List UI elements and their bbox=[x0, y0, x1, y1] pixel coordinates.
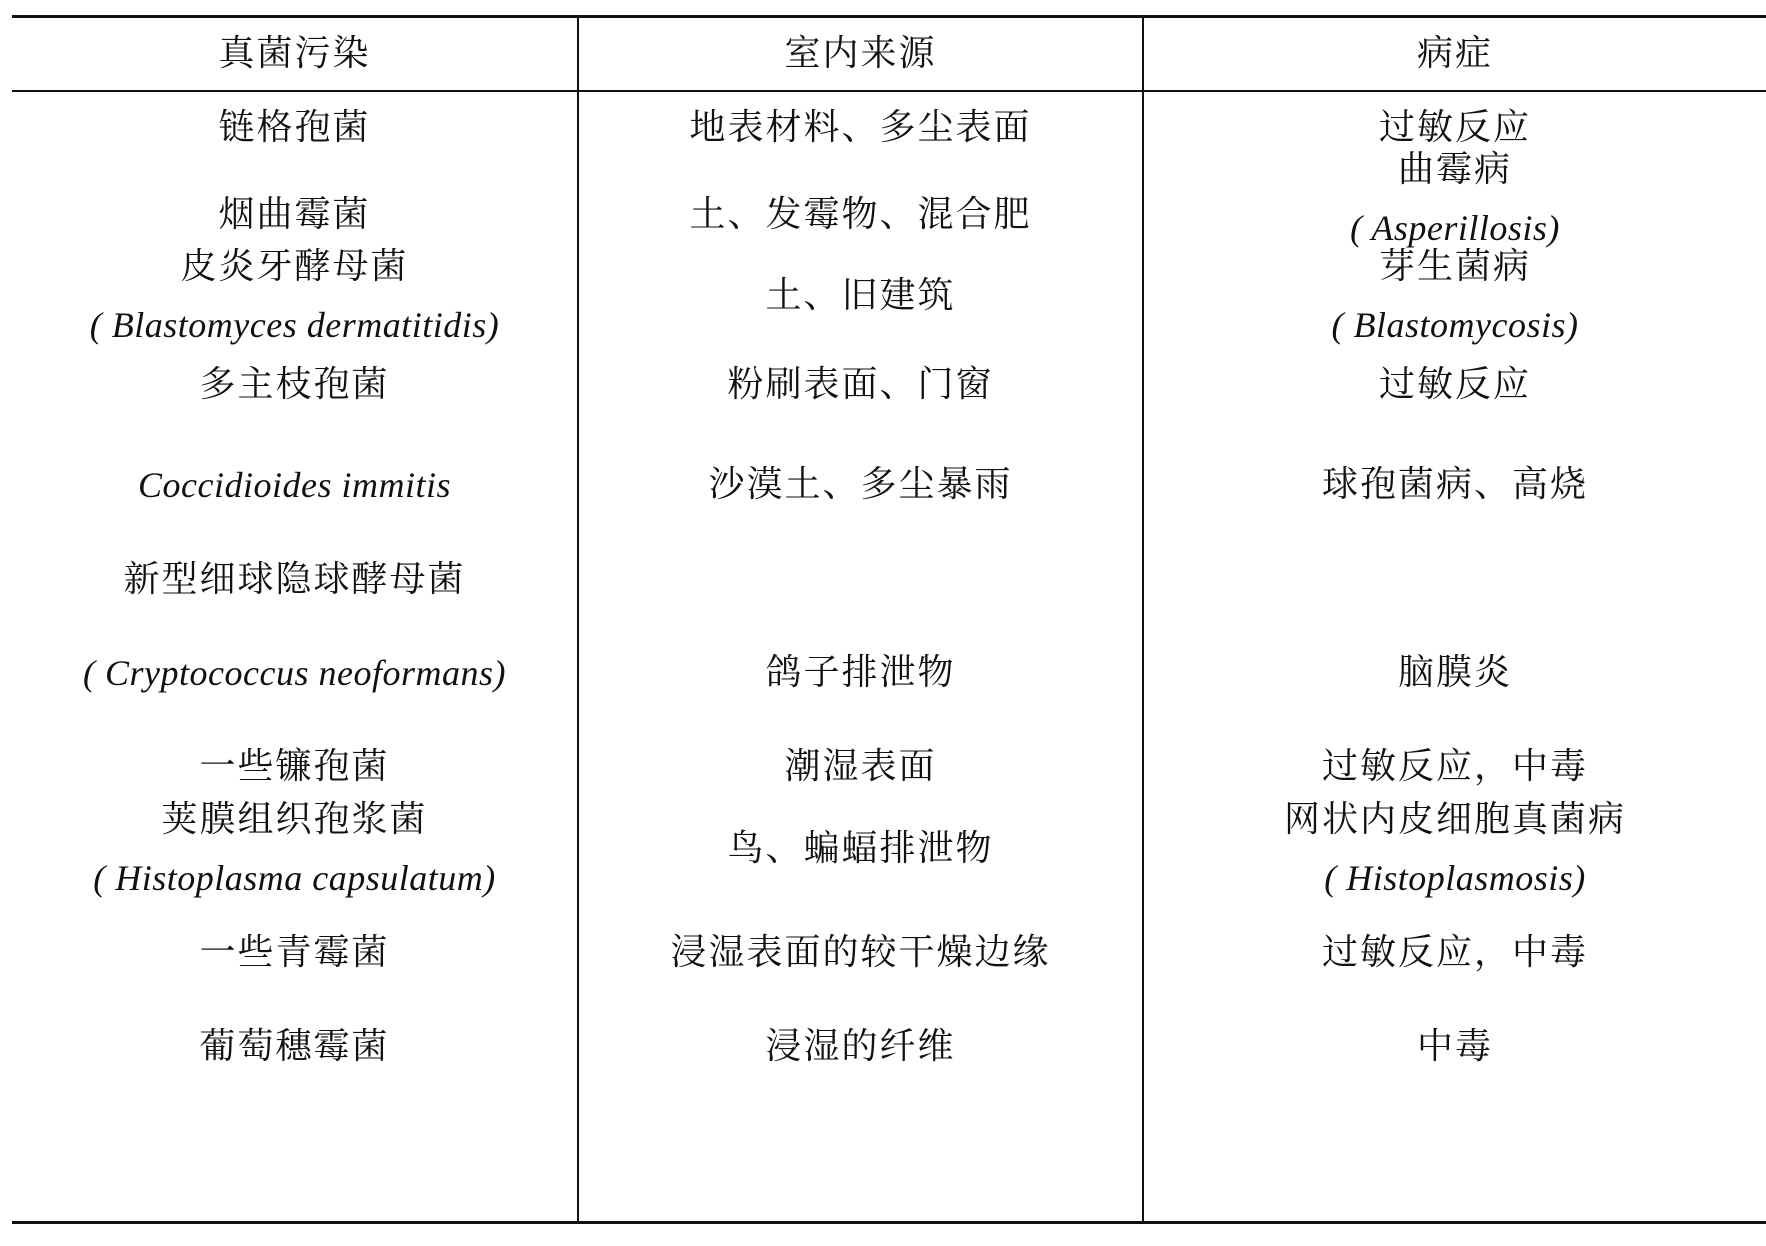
table-row-cell-disease bbox=[1144, 345, 1766, 425]
fungus-name: 一些青霉菌 bbox=[199, 932, 390, 973]
disease: 芽生菌病 bbox=[1378, 246, 1531, 287]
table-row-cell-source bbox=[579, 237, 1142, 355]
disease: 脑膜炎 bbox=[1397, 652, 1512, 693]
table-row-cell-fungus bbox=[12, 345, 577, 425]
table-row-cell-source bbox=[579, 623, 1142, 723]
fungus-latin: ( Cryptococcus neoformans) bbox=[83, 653, 506, 693]
indoor-source: 鸽子排泄物 bbox=[765, 652, 956, 693]
header-cell-fungus bbox=[12, 18, 577, 90]
indoor-source: 地表材料、多尘表面 bbox=[689, 106, 1032, 148]
table-row-cell-disease bbox=[1144, 530, 1766, 630]
table-row-cell-disease bbox=[1144, 997, 1766, 1097]
table-row-cell-fungus bbox=[12, 997, 577, 1097]
indoor-source: 粉刷表面、门窗 bbox=[727, 364, 994, 405]
fungal-contamination-table bbox=[12, 15, 1766, 1224]
table-row-cell-source bbox=[579, 997, 1142, 1097]
table-row-cell-source bbox=[579, 903, 1142, 1003]
table-row-cell-disease bbox=[1144, 903, 1766, 1003]
fungus-name: 多主枝孢菌 bbox=[199, 364, 390, 405]
disease: 曲霉病 bbox=[1397, 149, 1512, 190]
fungus-latin: ( Histoplasma capsulatum) bbox=[93, 858, 496, 898]
indoor-source: 土、发霉物、混合肥 bbox=[689, 194, 1032, 235]
disease: 网状内皮细胞真菌病 bbox=[1283, 799, 1626, 840]
table-bottom-rule bbox=[12, 1221, 1766, 1224]
header-indoor-source-label: 室内来源 bbox=[784, 33, 937, 74]
table-row-cell-fungus bbox=[12, 435, 577, 535]
table-row-cell-source bbox=[579, 345, 1142, 425]
table-row-cell-disease bbox=[1144, 790, 1766, 908]
table-row-cell-disease bbox=[1144, 237, 1766, 355]
table-row-cell-fungus bbox=[12, 530, 577, 630]
disease: 中毒 bbox=[1416, 1026, 1493, 1067]
fungus-name: 荚膜组织孢浆菌 bbox=[161, 799, 428, 840]
fungus-latin: Coccidioides immitis bbox=[138, 465, 451, 505]
table-row-cell-fungus bbox=[12, 790, 577, 908]
fungus-latin: ( Blastomyces dermatitidis) bbox=[89, 305, 500, 345]
disease-latin: ( Histoplasmosis) bbox=[1324, 858, 1586, 898]
disease-latin: ( Asperillosis) bbox=[1350, 208, 1560, 248]
indoor-source: 浸湿表面的较干燥边缘 bbox=[670, 932, 1051, 973]
fungus-name: 皮炎牙酵母菌 bbox=[180, 246, 409, 287]
table-row-cell-source bbox=[579, 530, 1142, 630]
header-disease-label: 病症 bbox=[1416, 33, 1493, 74]
disease: 过敏反应 bbox=[1378, 364, 1531, 405]
disease: 过敏反应，中毒 bbox=[1321, 932, 1588, 973]
table-row-cell-disease bbox=[1144, 435, 1766, 535]
fungus-name: 链格孢菌 bbox=[218, 106, 371, 148]
disease: 过敏反应，中毒 bbox=[1321, 746, 1588, 787]
table-row-cell-fungus bbox=[12, 623, 577, 723]
header-cell-disease bbox=[1144, 18, 1766, 90]
indoor-source: 土、旧建筑 bbox=[765, 275, 956, 316]
indoor-source: 潮湿表面 bbox=[784, 746, 937, 787]
table-row-cell-source bbox=[579, 790, 1142, 908]
indoor-source: 沙漠土、多尘暴雨 bbox=[708, 464, 1013, 505]
indoor-source: 鸟、蝙蝠排泄物 bbox=[727, 828, 994, 869]
fungus-name: 葡萄穗霉菌 bbox=[199, 1026, 390, 1067]
fungus-name: 烟曲霉菌 bbox=[218, 194, 371, 235]
disease: 球孢菌病、高烧 bbox=[1321, 464, 1588, 505]
table-row-cell-fungus bbox=[12, 903, 577, 1003]
disease-latin: ( Blastomycosis) bbox=[1331, 305, 1579, 345]
fungus-name: 新型细球隐球酵母菌 bbox=[123, 559, 466, 600]
header-cell-indoor-source bbox=[579, 18, 1142, 90]
table-row-cell-source bbox=[579, 90, 1142, 165]
header-fungus-label: 真菌污染 bbox=[218, 33, 371, 74]
table-row-cell-disease bbox=[1144, 623, 1766, 723]
fungus-name: 一些镰孢菌 bbox=[199, 746, 390, 787]
table-row-cell-fungus bbox=[12, 90, 577, 165]
table-row-cell-fungus bbox=[12, 237, 577, 355]
disease: 过敏反应 bbox=[1378, 106, 1531, 148]
table-row-cell-source bbox=[579, 435, 1142, 535]
indoor-source: 浸湿的纤维 bbox=[765, 1026, 956, 1067]
